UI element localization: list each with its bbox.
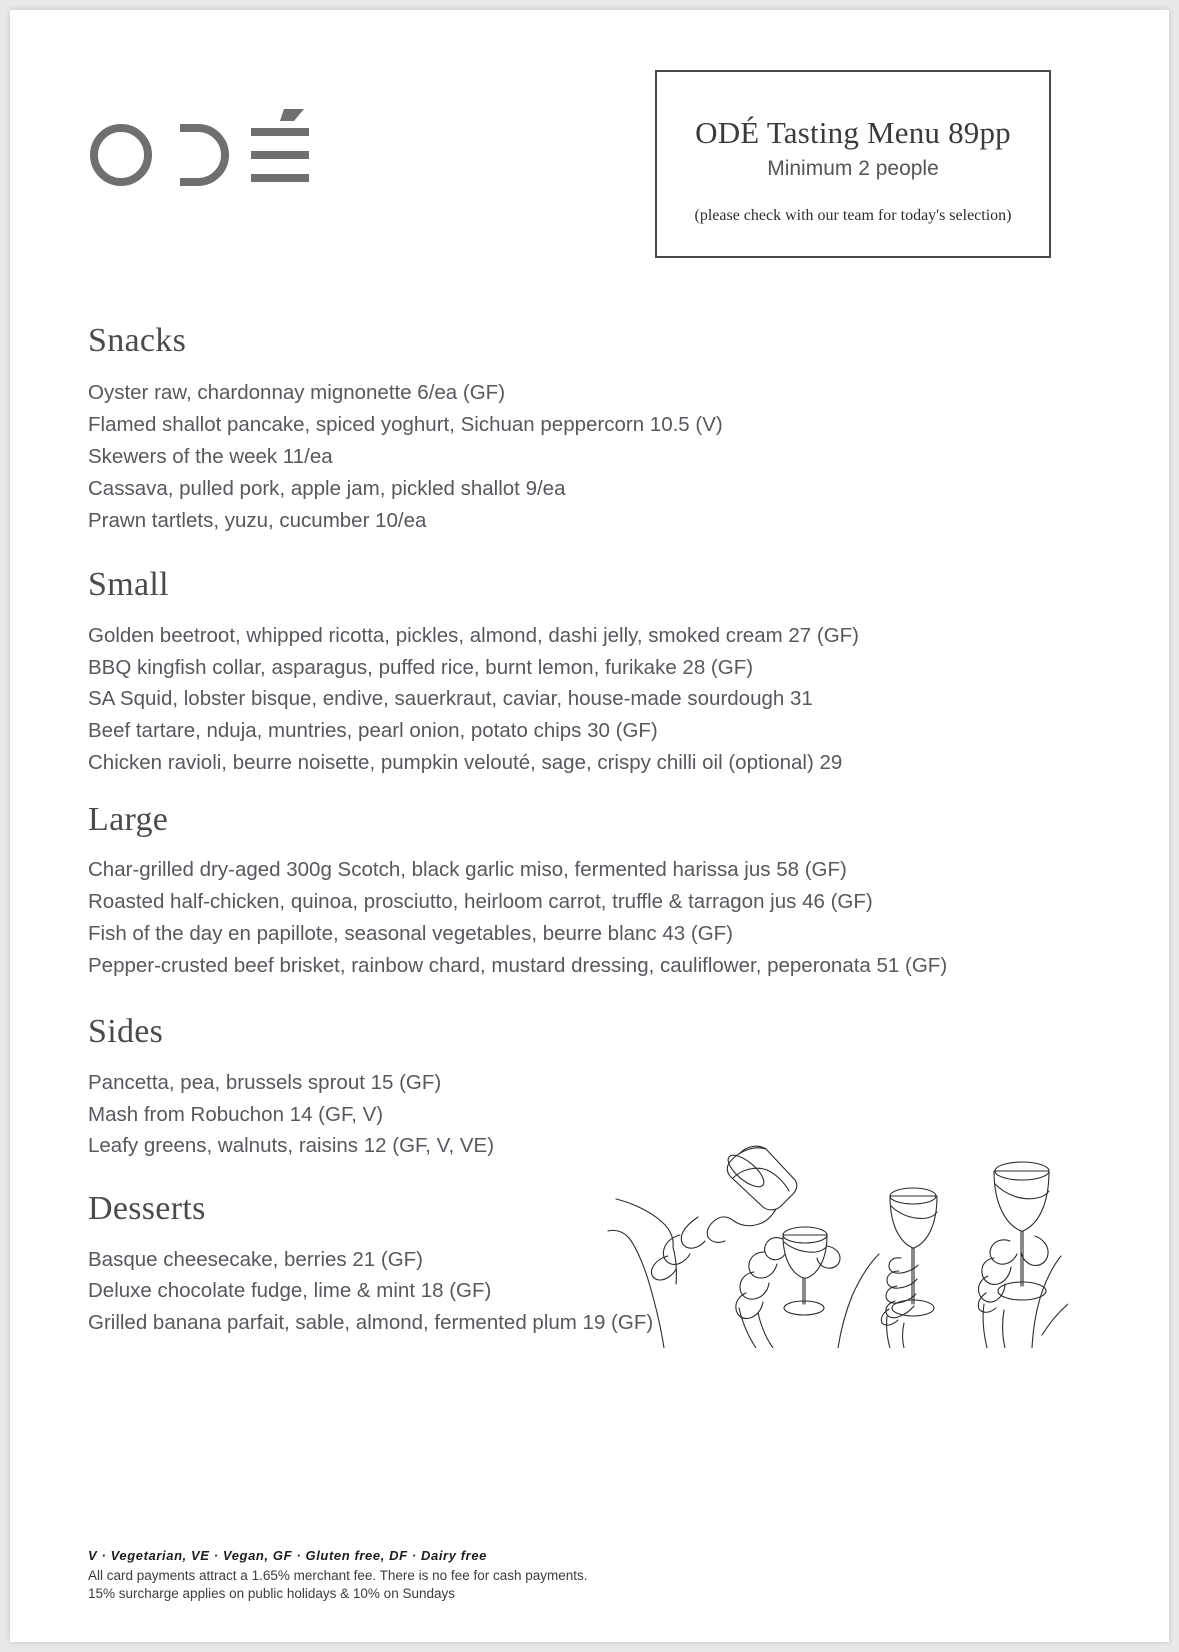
menu-item: Mash from Robuchon 14 (GF, V) bbox=[88, 1102, 384, 1126]
menu-item: Oyster raw, chardonnay mignonette 6/ea (GF) bbox=[88, 381, 506, 405]
tasting-menu-box bbox=[655, 70, 1051, 258]
tasting-menu-note: (please check with our team for today's selection) bbox=[694, 207, 1012, 225]
surcharge-notice: 15% surcharge applies on public holidays & 10% on Sundays bbox=[88, 1586, 455, 1602]
menu-page bbox=[10, 10, 1169, 1642]
ode-logo bbox=[88, 105, 318, 205]
menu-section-desserts bbox=[88, 1190, 1098, 1339]
menu-item: Beef tartare, nduja, muntries, pearl onion, potato chips 30 (GF) bbox=[88, 719, 658, 743]
menu-section-sides bbox=[88, 1013, 1098, 1162]
menu-item: Chicken ravioli, beurre noisette, pumpkin velouté, sage, crispy chilli oil (optional) 29 bbox=[88, 750, 843, 774]
menu-item: Grilled banana parfait, sable, almond, fermented plum 19 (GF) bbox=[88, 1311, 654, 1335]
menu-item: Pancetta, pea, brussels sprout 15 (GF) bbox=[88, 1070, 442, 1094]
section-items-snacks bbox=[88, 377, 1098, 536]
section-title-snacks: Snacks bbox=[88, 322, 187, 359]
section-items-sides bbox=[88, 1067, 1098, 1162]
menu-item: Deluxe chocolate fudge, lime & mint 18 (GF) bbox=[88, 1279, 492, 1303]
menu-section-small bbox=[88, 566, 1098, 778]
menu-item: Roasted half-chicken, quinoa, prosciutto, heirloom carrot, truffle & tarragon jus 46 (GF) bbox=[88, 889, 873, 913]
menu-item: BBQ kingfish collar, asparagus, puffed rice, burnt lemon, furikake 28 (GF) bbox=[88, 655, 754, 679]
section-title-small: Small bbox=[88, 566, 169, 604]
menu-item: Fish of the day en papillote, seasonal vegetables, beurre blanc 43 (GF) bbox=[88, 921, 733, 945]
menu-item: Pepper-crusted beef brisket, rainbow chard, mustard dressing, cauliflower, peperonata 51 (GF) bbox=[88, 953, 948, 977]
menu-section-snacks bbox=[88, 322, 1098, 536]
menu-item: SA Squid, lobster bisque, endive, sauerkraut, caviar, house-made sourdough 31 bbox=[88, 687, 813, 711]
menu-item: Flamed shallot pancake, spiced yoghurt, Sichuan peppercorn 10.5 (V) bbox=[88, 413, 723, 437]
menu-item: Prawn tartlets, yuzu, cucumber 10/ea bbox=[88, 508, 427, 532]
tasting-menu-title: ODÉ Tasting Menu 89pp bbox=[695, 115, 1011, 150]
section-title-desserts: Desserts bbox=[88, 1190, 206, 1228]
page-footer bbox=[88, 1547, 988, 1604]
menu-item: Char-grilled dry-aged 300g Scotch, black garlic miso, fermented harissa jus 58 (GF) bbox=[88, 858, 847, 882]
section-items-small bbox=[88, 620, 1098, 779]
payment-fee-notice: All card payments attract a 1.65% merchant fee. There is no fee for cash payments. bbox=[88, 1567, 588, 1583]
menu-section-large bbox=[88, 801, 1098, 982]
section-title-large: Large bbox=[88, 800, 169, 838]
dietary-legend: V · Vegetarian, VE · Vegan, GF · Gluten free, DF · Dairy free bbox=[88, 1547, 487, 1563]
menu-item: Leafy greens, walnuts, raisins 12 (GF, V, VE) bbox=[88, 1134, 495, 1158]
menu-item: Basque cheesecake, berries 21 (GF) bbox=[88, 1247, 423, 1271]
menu-sections bbox=[88, 322, 1098, 1339]
section-items-desserts bbox=[88, 1244, 1098, 1339]
tasting-menu-subtitle: Minimum 2 people bbox=[767, 157, 939, 181]
menu-item: Cassava, pulled pork, apple jam, pickled shallot 9/ea bbox=[88, 476, 566, 500]
section-title-sides: Sides bbox=[88, 1013, 164, 1051]
menu-item: Skewers of the week 11/ea bbox=[88, 444, 333, 468]
section-items-large bbox=[88, 854, 1098, 981]
page-header bbox=[10, 10, 1169, 310]
menu-item: Golden beetroot, whipped ricotta, pickles, almond, dashi jelly, smoked cream 27 (GF) bbox=[88, 623, 860, 647]
